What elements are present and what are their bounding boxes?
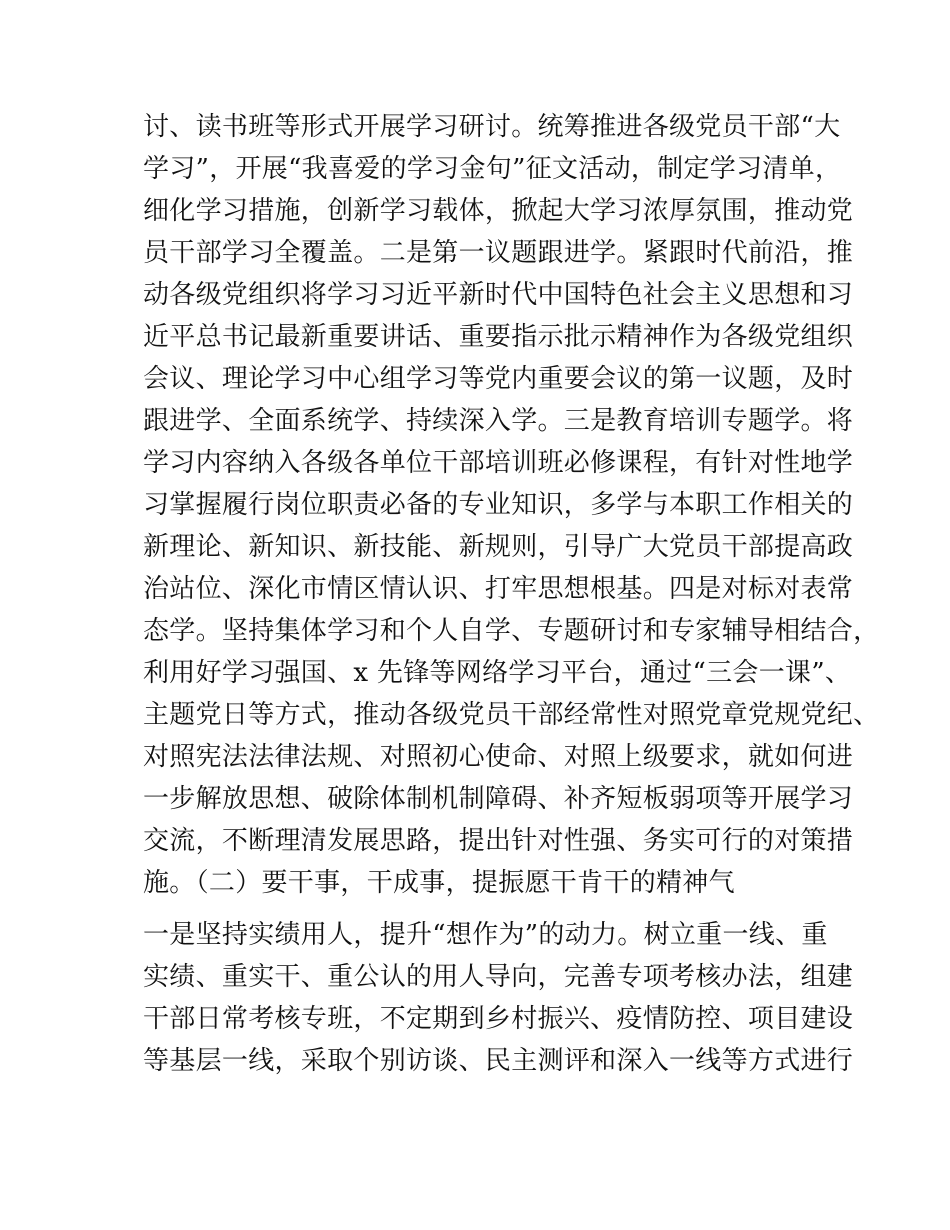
paragraph-1 [143, 106, 880, 904]
text-line: 一是坚持实绩用人，提升“想作为”的动力。树立重一线、重 [143, 920, 828, 950]
text-line: 动各级党组织将学习习近平新时代中国特色社会主义思想和习 [143, 280, 854, 310]
text-line: 治站位、深化市情区情认识、打牢思想根基。四是对标对表常 [143, 574, 854, 604]
text-line: 等基层一线，采取个别访谈、民主测评和深入一线等方式进行 [143, 1046, 854, 1076]
text-line: 施。（二）要干事，干成事，提振愿干肯干的精神气 [143, 868, 735, 898]
text-line: 学习”，开展“我喜爱的学习金句”征文活动，制定学习清单， [143, 154, 842, 184]
text-line: 员干部学习全覆盖。二是第一议题跟进学。紧跟时代前沿，推 [143, 238, 854, 268]
text-line: 学习内容纳入各级各单位干部培训班必修课程，有针对性地学 [143, 448, 854, 478]
paragraph-2 [143, 914, 854, 1082]
text-line: 态学。坚持集体学习和个人自学、专题研讨和专家辅导相结合， [143, 616, 880, 646]
text-line: 新理论、新知识、新技能、新规则，引导广大党员干部提高政 [143, 532, 854, 562]
text-line: 对照宪法法律法规、对照初心使命、对照上级要求，就如何进 [143, 742, 854, 772]
text-line: 细化学习措施，创新学习载体，掀起大学习浓厚氛围，推动党 [143, 196, 854, 226]
text-line: 实绩、重实干、重公认的用人导向，完善专项考核办法，组建 [143, 962, 854, 992]
text-line: 干部日常考核专班，不定期到乡村振兴、疫情防控、项目建设 [143, 1004, 854, 1034]
text-line: 近平总书记最新重要讲话、重要指示批示精神作为各级党组织 [143, 322, 854, 352]
text-line: 会议、理论学习中心组学习等党内重要会议的第一议题，及时 [143, 364, 854, 394]
text-line: 主题党日等方式，推动各级党员干部经常性对照党章党规党纪、 [143, 700, 880, 730]
text-line: 利用好学习强国、x 先锋等网络学习平台，通过“三会一课”、 [143, 658, 852, 688]
text-line: 跟进学、全面系统学、持续深入学。三是教育培训专题学。将 [143, 406, 854, 436]
text-line: 一步解放思想、破除体制机制障碍、补齐短板弱项等开展学习 [143, 784, 854, 814]
text-line: 交流，不断理清发展思路，提出针对性强、务实可行的对策措 [143, 826, 854, 856]
text-line: 讨、读书班等形式开展学习研讨。统筹推进各级党员干部“大 [143, 112, 841, 142]
text-line: 习掌握履行岗位职责必备的专业知识，多学与本职工作相关的 [143, 490, 854, 520]
